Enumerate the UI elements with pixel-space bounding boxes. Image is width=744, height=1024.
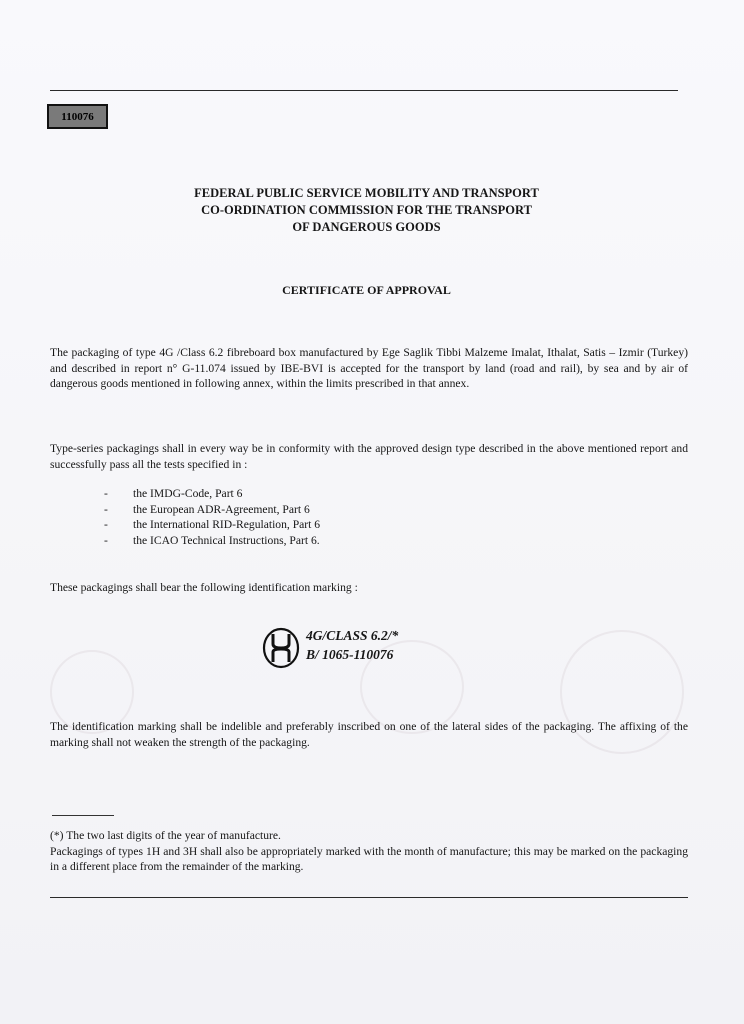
top-rule bbox=[50, 90, 678, 91]
footnote bbox=[50, 828, 688, 875]
list-item: - the European ADR-Agreement, Part 6 bbox=[104, 502, 320, 518]
issuing-authority-header bbox=[100, 185, 633, 236]
certificate-title: CERTIFICATE OF APPROVAL bbox=[282, 283, 451, 297]
list-item: - the International RID-Regulation, Part 6 bbox=[104, 517, 320, 533]
marking-requirements-paragraph: The identification marking shall be indelible and preferably inscribed on one of the lateral sides of the packaging. The affixing of the marking shall not weaken the strength of the packaging. bbox=[50, 720, 688, 749]
header-line: OF DANGEROUS GOODS bbox=[292, 220, 441, 234]
header-line: FEDERAL PUBLIC SERVICE MOBILITY AND TRANSPORT bbox=[194, 186, 539, 200]
reference-number-box bbox=[47, 104, 108, 129]
footnote-separator bbox=[52, 815, 114, 816]
bottom-rule bbox=[50, 897, 688, 898]
conformity-paragraph: Type-series packagings shall in every way be in conformity with the approved design type described in the above mentioned report and successfully pass all the tests specified in : bbox=[50, 442, 688, 471]
reference-number: 110076 bbox=[61, 110, 94, 123]
identification-marking bbox=[262, 625, 462, 675]
list-item: - the IMDG-Code, Part 6 bbox=[104, 486, 320, 502]
marking-line-1: 4G/CLASS 6.2/* bbox=[306, 628, 399, 643]
regulation-list bbox=[104, 486, 320, 548]
footnote-month-marking: Packagings of types 1H and 3H shall also be appropriately marked with the month of manufacture; this may be marked on the packaging in a different place from the remainder of the marking. bbox=[50, 844, 688, 873]
approval-paragraph: The packaging of type 4G /Class 6.2 fibreboard box manufactured by Ege Saglik Tibbi Malzeme Imalat, Ithalat, Satis – Izmir (Turkey) and described in report n° G-11.074 issued by IBE-BVI is accepted for the transport by land (road and rail), by sea and by air of dangerous goods mentioned in following annex, within the limits prescribed in that annex. bbox=[50, 346, 688, 390]
footnote-asterisk: (*) The two last digits of the year of manufacture. bbox=[50, 829, 281, 842]
marking-line-2: B/ 1065-110076 bbox=[306, 647, 394, 662]
list-item: - the ICAO Technical Instructions, Part 6. bbox=[104, 533, 320, 549]
un-packaging-symbol-icon bbox=[262, 627, 300, 669]
marking-intro-paragraph: These packagings shall bear the following identification marking : bbox=[50, 581, 358, 594]
header-line: CO-ORDINATION COMMISSION FOR THE TRANSPORT bbox=[201, 203, 532, 217]
